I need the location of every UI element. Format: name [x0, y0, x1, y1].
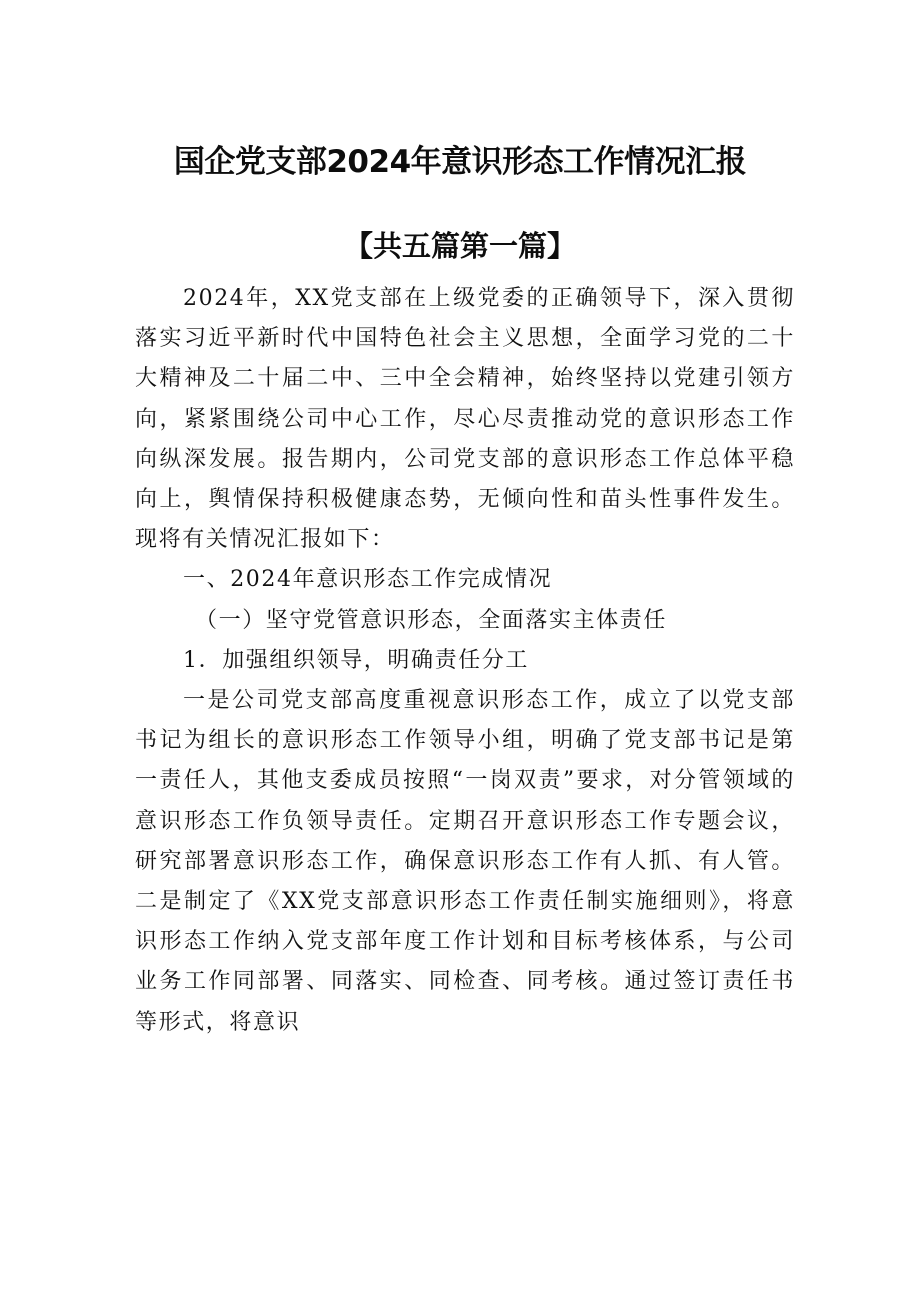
- section-heading-3: 1．加强组织领导，明确责任分工: [183, 647, 529, 673]
- document-title: 国企党支部2024年意识形态工作情况汇报: [173, 144, 747, 180]
- intro-paragraph: 2024年，XX党支部在上级党委的正确领导下，深入贯彻落实习近平新时代中国特色社会主义思想，全面学习党的二十大精神及二十届二中、三中全会精神，始终坚持以党建引领方向，紧紧围绕公司中心工作，尽心尽责推动党的意识形态工作向纵深发展。报告期内，公司党支部的意识形态工作总体平稳向上，舆情保持积极健康态势，无倾向性和苗头性事件发生。现将有关情况汇报如下：: [135, 286, 795, 553]
- document-body: [135, 279, 795, 1043]
- body-paragraph: 一是公司党支部高度重视意识形态工作，成立了以党支部书记为组长的意识形态工作领导小组，明确了党支部书记是第一责任人，其他支委成员按照“一岗双责”要求，对分管领域的意识形态工作负领导责任。定期召开意识形态工作专题会议，研究部署意识形态工作，确保意识形态工作有人抓、有人管。二是制定了《XX党支部意识形态工作责任制实施细则》，将意识形态工作纳入党支部年度工作计划和目标考核体系，与公司业务工作同部署、同落实、同检查、同考核。通过签订责任书等形式，将意识: [135, 688, 795, 1035]
- document-subtitle: 【共五篇第一篇】: [343, 229, 576, 263]
- section-heading-2: （一）坚守党管意识形态，全面落实主体责任: [195, 607, 668, 633]
- section-heading-1: 一、2024年意识形态工作完成情况: [183, 567, 553, 593]
